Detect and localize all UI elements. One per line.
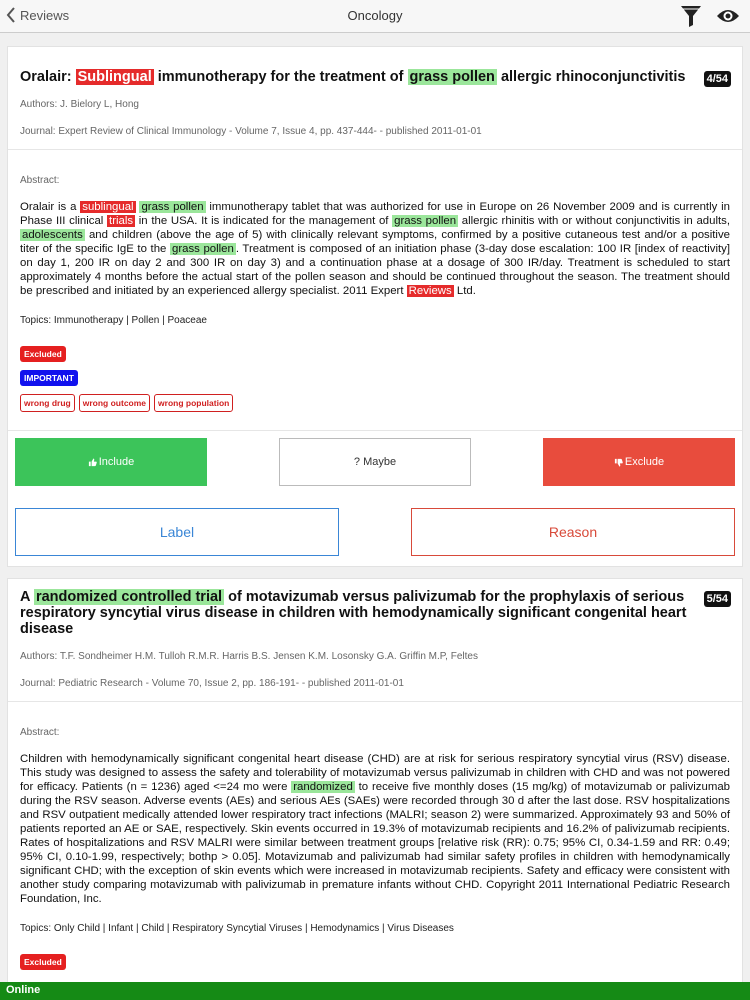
- chevron-left-icon: [6, 6, 16, 24]
- thumbs-down-icon: [614, 458, 623, 467]
- reason-button[interactable]: Reason: [411, 508, 735, 556]
- article-header: [8, 47, 742, 150]
- article-body: [8, 150, 742, 431]
- page-title: Oncology: [347, 8, 403, 23]
- abstract-text: Children with hemodynamically significant congenital heart disease (CHD) are at risk for serious respiratory syncytial virus (RSV) disease. This study was designed to assess the safety and tolerability of motavizumab versus palivizumab in children with CHD and was not powered for efficacy. Patients (n = 1236) aged <=24 mo were randomized to receive five monthly doses (15 mg/kg) of motavizumab or palivizumab during the RSV season. Adverse events (AEs) and serious AEs (SAEs) were recorded through 30 d after the last dose. RSV hospitalizations and RSV outpatient medically attended lower respiratory tract infections (MALRI; season 2) were summarized. Approximately 93 and 50% of patients reported an AE or SAE, respectively. Skin events occurred in 19.3% of motavizumab recipients and 16.2% of palivizumab recipients. Rates of hospitalizations and RSV MALRI were similar between treatment groups [relative risk (RR): 0.75; 95% CI, 0.34-1.59 and RR: 0.49; 95% CI, 0.10-1.99, respectively; bothp > 0.05]. Motavizumab and palivizumab had similar safety profiles in children with hemodynamically significant CHD; with the exception of skin events which were increased in motavizumab recipients. Safety and efficacy were consistent with another study comparing motavizumab with palivizumab in premature infants without CHD. Copyright 2011 International Pediatric Research Foundation, Inc.: [20, 753, 730, 905]
- label-reason-buttons: [8, 486, 742, 566]
- highlight-excluded-term: Sublingual: [77, 69, 152, 85]
- connection-status-bar: Online: [0, 982, 750, 1000]
- thumbs-up-icon: [88, 458, 97, 467]
- abstract-label: Abstract:: [20, 175, 60, 186]
- highlight-included-term: randomized controlled trial: [35, 589, 223, 605]
- article-title[interactable]: Oralair: Sublingual immunotherapy for the treatment of grass pollen allergic rhinoconjunctivitis: [20, 69, 686, 85]
- article-authors: Authors: J. Bielory L, Hong: [20, 99, 139, 110]
- back-button[interactable]: [6, 6, 69, 24]
- reason-tag[interactable]: wrong outcome: [79, 394, 150, 412]
- reason-tag[interactable]: wrong population: [154, 394, 233, 412]
- reason-tags: [20, 394, 730, 412]
- article-topics: Topics: Only Child | Infant | Child | Respiratory Syncytial Viruses | Hemodynamics | Virus Diseases: [20, 923, 454, 934]
- review-list[interactable]: [0, 34, 750, 982]
- article-body: [8, 702, 742, 982]
- navigation-bar: [0, 0, 750, 33]
- highlight-included-term: grass pollen: [409, 69, 495, 85]
- include-button[interactable]: Include: [15, 438, 207, 486]
- article-header: [8, 579, 742, 702]
- article-topics: Topics: Immunotherapy | Pollen | Poaceae: [20, 315, 207, 326]
- abstract-text: Oralair is a sublingual grass pollen immunotherapy tablet that was authorized for use in Europe on 26 November 2009 and is currently in Phase III clinical trials in the USA. It is indicated for the management of grass pollen allergic rhinitis with or without conjunctivitis in adults, adolescents and children (above the age of 5) with clinically relevant symptoms, confirmed by a positive cutaneous test and/or a positive titer of the specific IgE to the grass pollen . Treatment is composed of an initiation phase (3-day dose escalation: 100 IR [index of reactivity] on day 1, 200 IR on day 2 and 300 IR on day 3) and a continuation phase at a dosage of 300 IR/day. Treatment is scheduled to start approximately 4 months before the actual start of the pollen season and should be continued throughout the season. The treatment should be prescribed and initiated by an experienced allergy specialist. 2011 Expert Reviews Ltd.: [20, 201, 731, 297]
- abstract-label: Abstract:: [20, 727, 60, 738]
- maybe-button[interactable]: ? Maybe: [279, 438, 471, 486]
- filter-icon[interactable]: [680, 4, 702, 33]
- status-badge-excluded[interactable]: Excluded: [20, 346, 66, 362]
- article-card: [7, 46, 743, 567]
- article-counter-badge: 5/54: [704, 591, 731, 607]
- article-journal: Journal: Expert Review of Clinical Immunology - Volume 7, Issue 4, pp. 437-444- - published 2011-01-01: [20, 126, 482, 137]
- article-authors: Authors: T.F. Sondheimer H.M. Tulloh R.M.R. Harris B.S. Jensen K.M. Losonsky G.A. Griffin M.P, Feltes: [20, 651, 478, 662]
- exclude-button[interactable]: Exclude: [543, 438, 735, 486]
- article-card: [7, 578, 743, 982]
- article-journal: Journal: Pediatric Research - Volume 70, Issue 2, pp. 186-191- - published 2011-01-01: [20, 678, 404, 689]
- article-title[interactable]: A randomized controlled trial of motavizumab versus palivizumab for the prophylaxis of serious respiratory syncytial virus disease in children with hemodynamically significant congenital heart disease: [20, 589, 687, 637]
- label-badge-important[interactable]: IMPORTANT: [20, 370, 78, 386]
- back-button-label: Reviews: [20, 7, 70, 23]
- label-button[interactable]: Label: [15, 508, 339, 556]
- reason-tag[interactable]: wrong drug: [20, 394, 75, 412]
- article-counter-badge: 4/54: [704, 71, 731, 87]
- status-badge-excluded[interactable]: Excluded: [20, 954, 66, 970]
- eye-icon[interactable]: [716, 7, 740, 30]
- decision-buttons: [8, 431, 742, 486]
